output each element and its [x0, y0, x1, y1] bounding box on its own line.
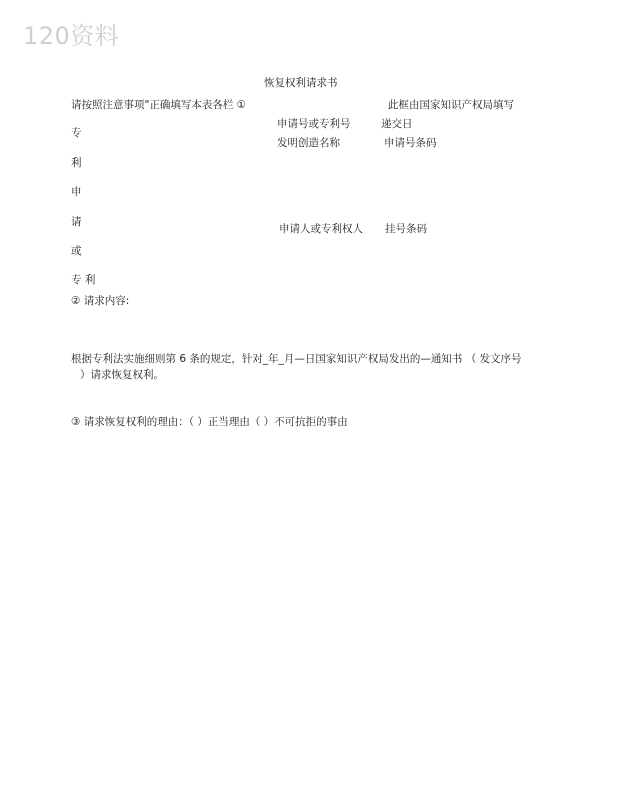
section-2-body-line-2: ）请求恢复权利。	[80, 369, 164, 381]
field-application-number: 申请号或专利号	[277, 118, 351, 130]
vertical-label-char: 专	[71, 127, 82, 139]
field-invention-name: 发明创造名称	[277, 137, 340, 149]
field-application-barcode: 申请号条码	[384, 137, 437, 149]
office-note: 此框由国家知识产权局填写	[388, 99, 514, 111]
instruction-text: 请按照注意事项"正确填写本表各栏 ①	[71, 99, 247, 111]
watermark: 120资料	[23, 22, 120, 50]
vertical-label-char: 利	[71, 157, 82, 169]
field-submit-date: 递交日	[381, 118, 413, 130]
vertical-label-char: 或	[71, 245, 82, 257]
section-3-reasons: ③ 请求恢复权利的理由：（ ）正当理由（ ）不可抗拒的事由	[71, 416, 348, 428]
vertical-label-char: 申	[71, 186, 82, 198]
field-registration-barcode: 挂号条码	[385, 223, 427, 235]
page-title: 恢复权利请求书	[264, 77, 338, 89]
vertical-label-char: 专 利	[71, 274, 96, 286]
section-2-heading: ② 请求内容:	[71, 295, 130, 307]
vertical-label-char: 请	[71, 216, 82, 228]
section-2-body-line-1: 根据专利法实施细则第 6 条的规定，针对_年_月—日国家知识产权局发出的—通知书 （ 发文序号	[71, 353, 522, 365]
field-applicant: 申请人或专利权人	[279, 223, 363, 235]
